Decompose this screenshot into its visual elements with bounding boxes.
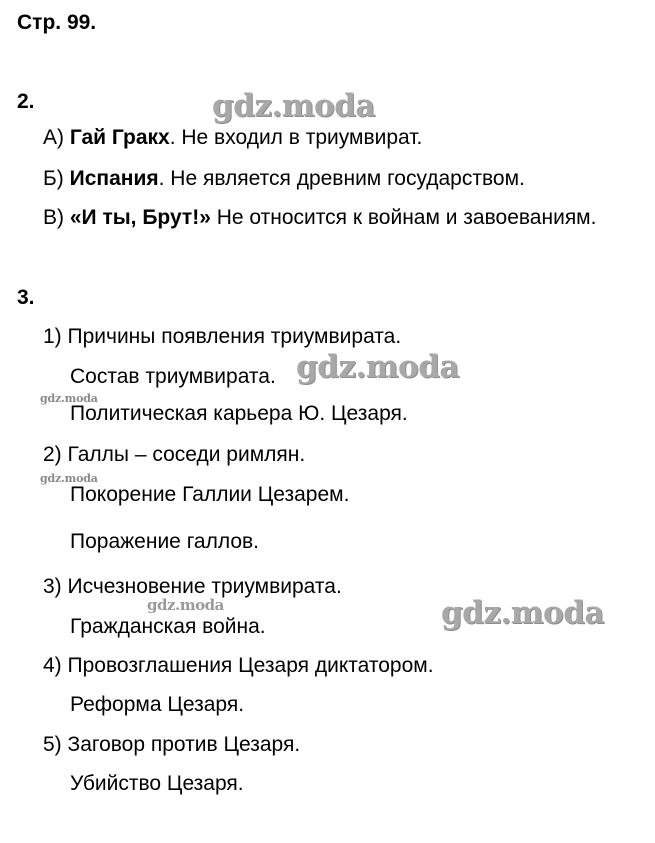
page-title: Стр. 99. xyxy=(17,11,97,34)
task-2-number: 2. xyxy=(17,90,35,113)
plan-line: 5) Заговор против Цезаря. xyxy=(43,733,301,756)
watermark-logo: gdz.moda xyxy=(40,392,98,405)
plan-line: Гражданская война. xyxy=(70,615,266,638)
plan-line: Убийство Цезаря. xyxy=(70,772,244,795)
task-2-item-b xyxy=(43,168,525,189)
plan-line: Реформа Цезаря. xyxy=(70,693,245,716)
item-explanation: . Не входил в триумвират. xyxy=(169,126,423,149)
item-answer: Гай Гракх xyxy=(69,126,170,149)
item-answer: Испания xyxy=(69,167,159,190)
watermark-logo: gdz.moda xyxy=(296,349,459,385)
task-3-number: 3. xyxy=(17,286,35,309)
watermark-logo: gdz.moda xyxy=(441,595,604,631)
plan-line: 1) Причины появления триумвирата. xyxy=(43,325,402,348)
plan-line: Покорение Галлии Цезарем. xyxy=(70,483,350,506)
item-letter: А) xyxy=(43,126,64,149)
item-explanation: . Не является древним государством. xyxy=(158,167,525,190)
plan-line: Состав триумвирата. xyxy=(70,365,276,388)
item-answer: «И ты, Брут!» xyxy=(69,206,211,229)
watermark-logo: gdz.moda xyxy=(40,472,98,485)
watermark-logo: gdz.moda xyxy=(212,88,375,124)
plan-line: Поражение галлов. xyxy=(70,530,259,553)
plan-line: Политическая карьера Ю. Цезаря. xyxy=(70,402,408,425)
task-2-item-c xyxy=(43,207,596,228)
plan-line: 3) Исчезновение триумвирата. xyxy=(43,575,342,598)
task-2-item-a xyxy=(43,127,422,148)
plan-line: 2) Галлы – соседи римлян. xyxy=(43,443,306,466)
plan-line: 4) Провозглашения Цезаря диктатором. xyxy=(43,654,434,677)
item-letter: Б) xyxy=(43,167,64,190)
watermark-logo: gdz.moda xyxy=(147,596,224,614)
item-letter: В) xyxy=(43,206,64,229)
item-explanation: Не относится к войнам и завоеваниям. xyxy=(210,206,597,229)
